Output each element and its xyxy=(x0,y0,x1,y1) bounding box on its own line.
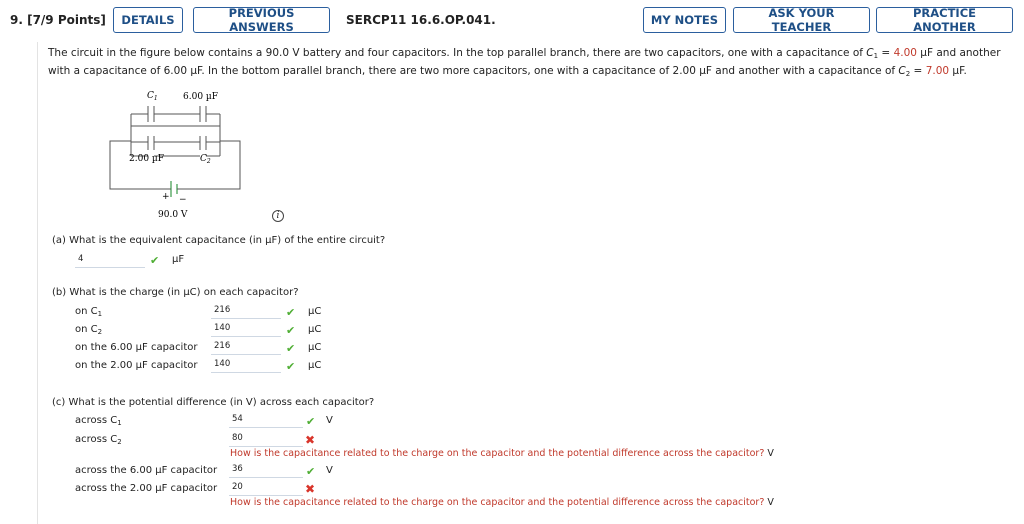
check-icon: ✔ xyxy=(306,415,316,428)
part-b-unit: µC xyxy=(308,360,322,371)
part-c-c1-field[interactable]: 54 xyxy=(229,413,303,428)
battery-label: 90.0 V xyxy=(158,210,188,220)
check-icon: ✔ xyxy=(286,360,296,373)
part-a-unit: µF xyxy=(172,254,185,265)
part-b-c2-field[interactable]: 140 xyxy=(211,322,281,337)
part-b-unit: µC xyxy=(308,342,322,353)
part-c-2uf-hint: How is the capacitance related to the charge on the capacitor and the potential difference across the capacitor? V xyxy=(230,497,774,508)
label-6uf: 6.00 µF xyxy=(183,92,218,102)
details-button[interactable]: DETAILS xyxy=(113,7,183,33)
part-b-unit: µC xyxy=(308,306,322,317)
check-icon: ✔ xyxy=(306,465,316,478)
part-b-label: on the 2.00 µF capacitor xyxy=(75,360,198,371)
part-b-unit: µC xyxy=(308,324,322,335)
part-c-label: across the 6.00 µF capacitor xyxy=(75,465,218,476)
part-b-label: on $C_1$ xyxy=(75,306,103,318)
previous-answers-button[interactable]: PREVIOUS ANSWERS xyxy=(193,7,330,33)
problem-code: SERCP11 16.6.OP.041. xyxy=(346,13,496,27)
part-c-label: across $C_2$ xyxy=(75,434,122,446)
ask-teacher-button[interactable]: ASK YOUR TEACHER xyxy=(733,7,870,33)
circuit-diagram xyxy=(105,86,255,221)
check-icon: ✔ xyxy=(150,254,160,267)
check-icon: ✔ xyxy=(286,306,296,319)
part-c-label: across $C_1$ xyxy=(75,415,122,427)
label-c2: $C_2$ xyxy=(200,154,211,165)
part-b-6uf-field[interactable]: 216 xyxy=(211,340,281,355)
practice-another-button[interactable]: PRACTICE ANOTHER xyxy=(876,7,1013,33)
cross-icon: ✖ xyxy=(305,433,316,447)
part-b-2uf-field[interactable]: 140 xyxy=(211,358,281,373)
part-c-question: (c) What is the potential difference (in V) across each capacitor? xyxy=(52,397,375,408)
cross-icon: ✖ xyxy=(305,482,316,496)
part-c-unit: V xyxy=(326,415,333,426)
check-icon: ✔ xyxy=(286,342,296,355)
part-c-unit: V xyxy=(326,465,333,476)
question-header xyxy=(0,0,1024,40)
battery-minus: − xyxy=(179,195,187,205)
part-c-6uf-field[interactable]: 36 xyxy=(229,463,303,478)
question-points: 9. [7/9 Points] xyxy=(10,13,106,27)
part-b-question: (b) What is the charge (in µC) on each capacitor? xyxy=(52,287,299,298)
label-c1: $C_1$ xyxy=(147,91,158,102)
my-notes-button[interactable]: MY NOTES xyxy=(643,7,726,33)
part-b-c1-field[interactable]: 216 xyxy=(211,304,281,319)
part-c-c2-field[interactable]: 80 xyxy=(229,432,303,447)
battery-symbol xyxy=(171,181,177,197)
info-icon[interactable]: i xyxy=(272,210,284,222)
part-c-2uf-field[interactable]: 20 xyxy=(229,481,303,496)
problem-statement: The circuit in the figure below contains a 90.0 V battery and four capacitors. In the top parallel branch, there are two capacitors, one with a capacitance of $C_1 = 4.00$ µF and another with a capacitance of 6.00 µF. In the bottom parallel branch, there are two more capacitors, one with a capacitance of 2.00 µF and another with a capacitance of $C_2 = 7.00$ µF. xyxy=(48,47,1001,78)
c2-value: 7.00 xyxy=(925,65,950,77)
label-2uf: 2.00 µF xyxy=(129,154,164,164)
check-icon: ✔ xyxy=(286,324,296,337)
battery-plus: + xyxy=(162,192,170,202)
part-c-c2-hint: How is the capacitance related to the charge on the capacitor and the potential difference across the capacitor? V xyxy=(230,448,774,459)
c1-value: 4.00 xyxy=(893,47,917,59)
part-a-question: (a) What is the equivalent capacitance (in µF) of the entire circuit? xyxy=(52,235,386,246)
part-a-answer-field[interactable]: 4 xyxy=(75,253,145,268)
part-b-label: on the 6.00 µF capacitor xyxy=(75,342,198,353)
part-b-label: on $C_2$ xyxy=(75,324,103,336)
part-c-label: across the 2.00 µF capacitor xyxy=(75,483,218,494)
